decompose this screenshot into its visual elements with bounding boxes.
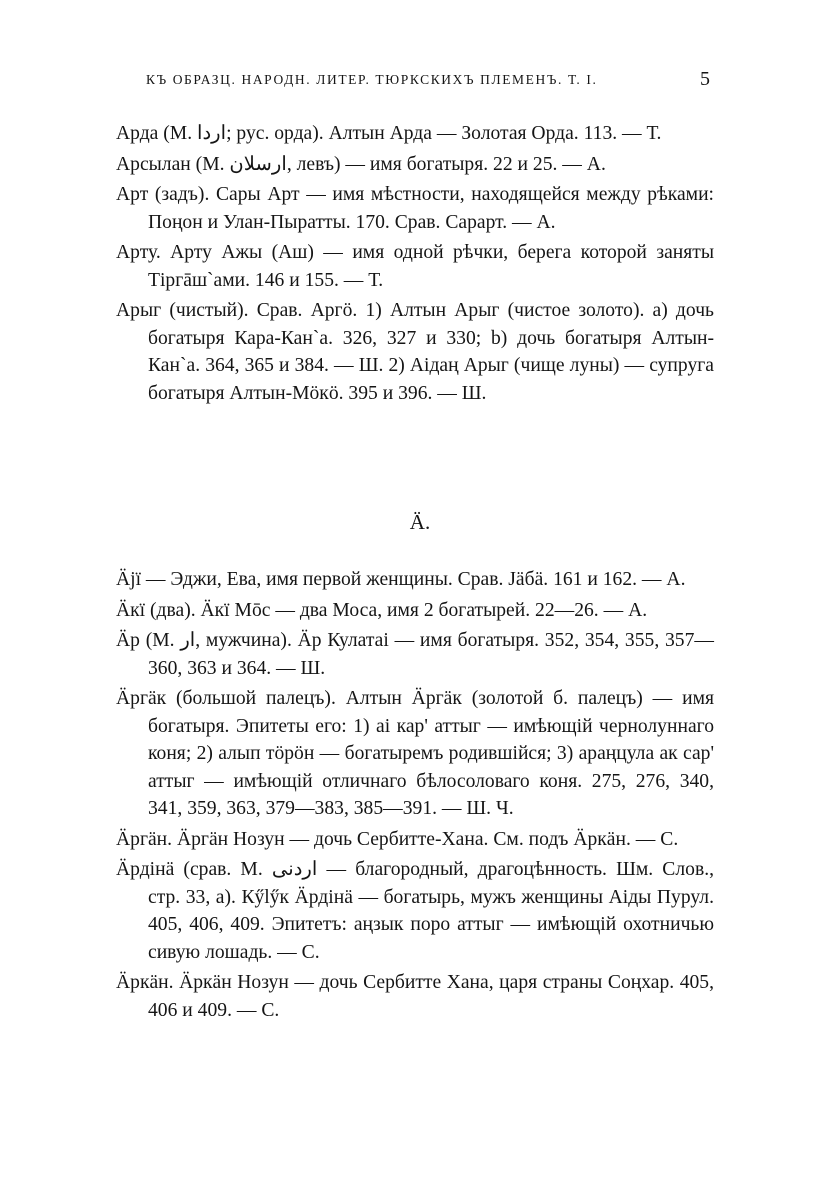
- section-heading-ae: Ӓ.: [409, 510, 431, 534]
- running-header: КЪ ОБРАЗЦ. НАРОДН. ЛИТЕР. ТЮРКСКИХЪ ПЛЕМЕНЪ. Т. I.: [146, 72, 598, 87]
- page-number: 5: [700, 68, 710, 90]
- entry-aeji: Ӓjï — Эджи, Ева, имя первой женщины. Срав. Jӓбӓ. 161 и 162. — А.: [116, 569, 686, 590]
- entry-arsylan: Арсылан (М. ﺍﺭﺳﻼﻥ, левъ) — имя богатыря. 22 и 25. — А.: [116, 153, 606, 175]
- entry-arda: Арда (М. ﺍﺭﺩﺍ; рус. орда). Алтын Арда — Золотая Орда. 113. — Т.: [116, 123, 662, 144]
- entry-art: Арт (задъ). Сары Арт — имя мѣстности, находящейся между рѣками: Поңон и Улан-Пыратты. 170. Срав. Сарарт. — А.: [116, 184, 714, 233]
- entry-aerdinae: Ӓрдінӓ (срав. М. ﺍﺭﺩﻧﻰ — благородный, драгоцѣнность. Шм. Слов., стр. 33, а). Кӳlӳк Ӓрдінӓ — богатырь, мужъ женщины Аіды Пурул. 405, 406, 409. Эпитетъ: аңзык поро аттыг — имѣющій охотничью сивую лошадь. — С.: [116, 859, 714, 963]
- entry-aergaen: Ӓргӓн. Ӓргӓн Нозун — дочь Сербитте-Хана. См. подъ Ӓркӓн. — С.: [116, 828, 679, 850]
- entry-aerkaen: Ӓркӓн. Ӓркӓн Нозун — дочь Сербитте Хана, царя страны Соңхар. 405, 406 и 409. — С.: [116, 972, 714, 1021]
- entries-block-ae: [116, 566, 714, 1027]
- entry-aryg: Арыг (чистый). Срав. Аргӧ. 1) Алтын Арыг (чистое золото). а) дочь богатыря Кара-Кан`а. 326, 327 и 330; b) дочь богатыря Алтын-Кан`а. 364, 365 и 384. — Ш. 2) Аідаң Арыг (чище луны) — супруга богатыря Алтын-Мӧкӧ. 395 и 396. — Ш.: [116, 300, 714, 404]
- entry-aergaek: Ӓргӓк (большой палецъ). Алтын Ӓргӓк (золотой б. палецъ) — имя богатыря. Эпитеты его: 1) аі кар' аттыг — имѣющій чернолуннаго коня; 2) алып тӧрӧн — богатыремъ родившійся; 3) араңцула ак сар' аттыг — имѣющій отличнаго бѣлосоловаго коня. 275, 276, 340, 341, 359, 363, 379—383, 385—391. — Ш. Ч.: [116, 688, 714, 819]
- entry-aer: Ӓр (М. ﺍﺭ, мужчина). Ӓр Кулатаі — имя богатыря. 352, 354, 355, 357—360, 363 и 364. — Ш.: [116, 630, 714, 679]
- entries-block-a: [116, 120, 714, 410]
- entry-aeki: Ӓкï (два). Ӓкï Мōс — два Моса, имя 2 богатырей. 22—26. — А.: [116, 599, 648, 621]
- entry-artu: Арту. Арту Ажы (Аш) — имя одной рѣчки, берега которой заняты Тіргāш`ами. 146 и 155. — Т.: [116, 242, 714, 291]
